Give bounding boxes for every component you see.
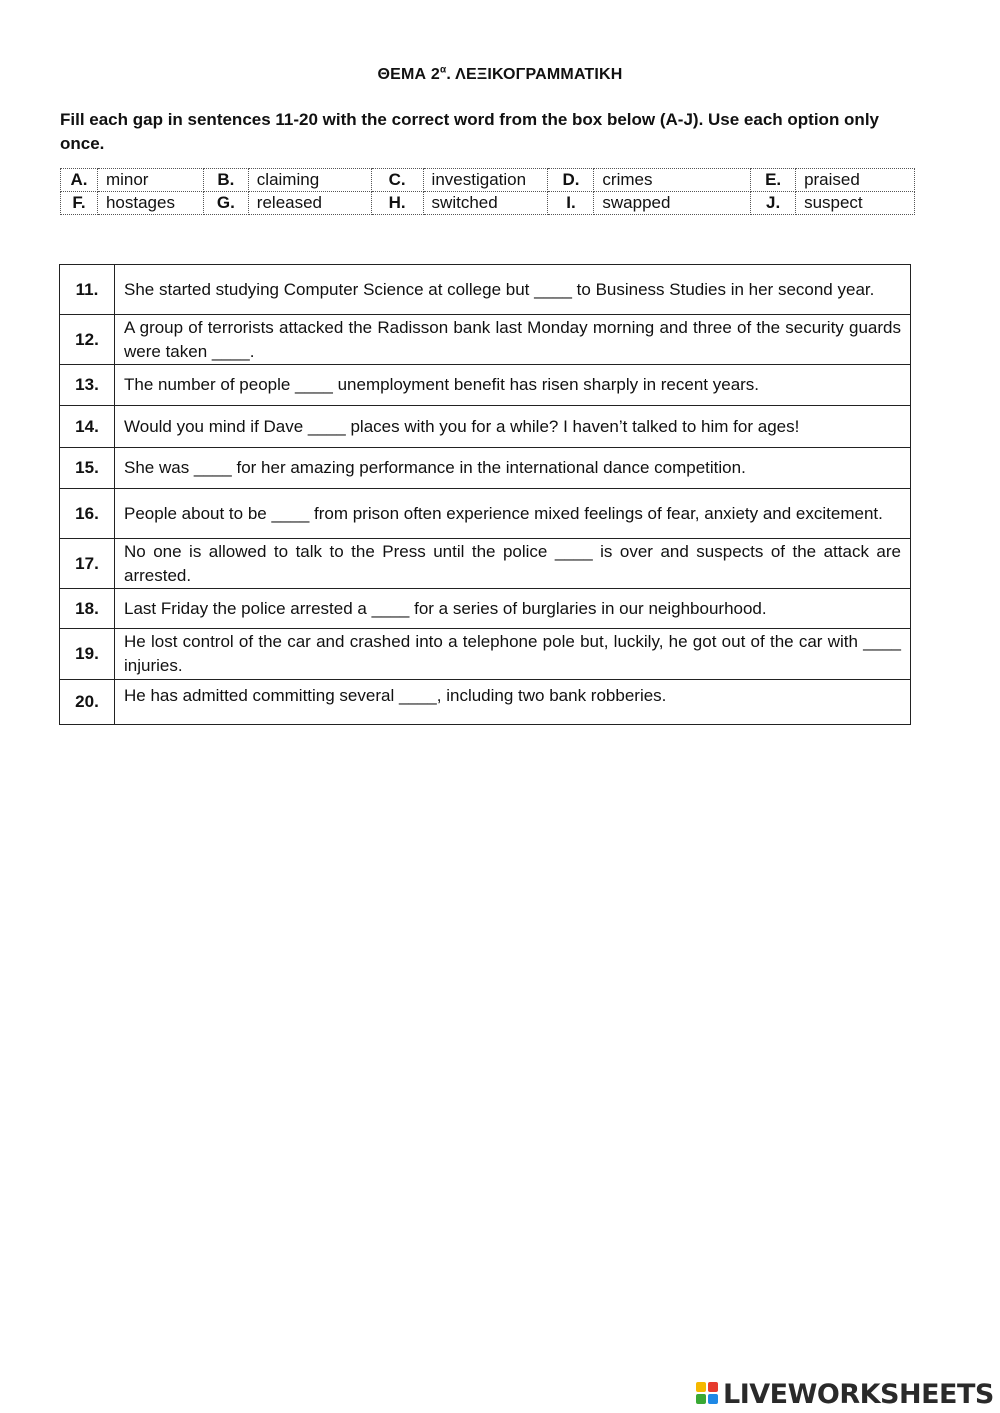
option-letter: E. <box>751 169 796 192</box>
sentence-number: 18. <box>60 589 115 629</box>
option-word: released <box>248 192 371 215</box>
option-letter: G. <box>203 192 248 215</box>
option-letter: C. <box>371 169 423 192</box>
sentence-number: 20. <box>60 680 115 725</box>
sentence-row <box>60 265 911 315</box>
word-bank-row <box>61 192 915 215</box>
sentence-text: People about to be ____ from prison often experience mixed feelings of fear, anxiety and excitement. <box>115 489 911 539</box>
word-bank-row <box>61 169 915 192</box>
option-word: praised <box>796 169 915 192</box>
option-word: hostages <box>97 192 203 215</box>
word-bank <box>60 168 915 215</box>
sentence-row <box>60 680 911 725</box>
sentence-row <box>60 589 911 629</box>
sentences-table <box>59 264 911 725</box>
sentence-text: He lost control of the car and crashed into a telephone pole but, luckily, he got out of the car with ____ injuries. <box>115 629 911 680</box>
sentence-row <box>60 315 911 365</box>
option-letter: H. <box>371 192 423 215</box>
sentence-number: 14. <box>60 406 115 448</box>
option-word: investigation <box>423 169 548 192</box>
worksheet-title <box>0 66 1000 84</box>
sentence-number: 17. <box>60 539 115 589</box>
option-letter: D. <box>548 169 594 192</box>
logo-text: LIVEWORKSHEETS <box>723 1378 994 1410</box>
title-superscript: α <box>440 64 447 76</box>
option-word: minor <box>97 169 203 192</box>
title-prefix: ΘΕΜΑ 2 <box>377 66 441 83</box>
sentence-text: A group of terrorists attacked the Radisson bank last Monday morning and three of the security guards were taken ____. <box>115 315 911 365</box>
option-word: suspect <box>796 192 915 215</box>
logo-grid-icon <box>696 1382 720 1406</box>
sentence-text: No one is allowed to talk to the Press until the police ____ is over and suspects of the attack are arrested. <box>115 539 911 589</box>
option-letter: I. <box>548 192 594 215</box>
sentence-text: The number of people ____ unemployment benefit has risen sharply in recent years. <box>115 365 911 406</box>
option-word: crimes <box>594 169 751 192</box>
sentence-text: He has admitted committing several ____, including two bank robberies. <box>115 680 911 725</box>
sentence-text: Would you mind if Dave ____ places with you for a while? I haven’t talked to him for ages! <box>115 406 911 448</box>
sentence-number: 19. <box>60 629 115 680</box>
sentence-text: Last Friday the police arrested a ____ for a series of burglaries in our neighbourhood. <box>115 589 911 629</box>
sentence-number: 15. <box>60 448 115 489</box>
sentence-number: 13. <box>60 365 115 406</box>
title-suffix: . ΛΕΞΙΚΟΓΡΑΜΜΑΤΙΚΗ <box>446 66 623 83</box>
option-letter: A. <box>61 169 98 192</box>
sentence-row <box>60 365 911 406</box>
sentence-row <box>60 448 911 489</box>
sentence-row <box>60 629 911 680</box>
option-word: swapped <box>594 192 751 215</box>
instructions: Fill each gap in sentences 11-20 with the correct word from the box below (A-J). Use each option only once. <box>60 110 879 153</box>
liveworksheets-logo <box>696 1378 994 1410</box>
option-letter: F. <box>61 192 98 215</box>
sentence-number: 16. <box>60 489 115 539</box>
option-word: claiming <box>248 169 371 192</box>
sentence-text: She started studying Computer Science at college but ____ to Business Studies in her second year. <box>115 265 911 315</box>
sentence-number: 11. <box>60 265 115 315</box>
sentence-row <box>60 406 911 448</box>
option-letter: B. <box>203 169 248 192</box>
sentence-number: 12. <box>60 315 115 365</box>
option-word: switched <box>423 192 548 215</box>
option-letter: J. <box>751 192 796 215</box>
sentence-row <box>60 489 911 539</box>
sentence-text: She was ____ for her amazing performance in the international dance competition. <box>115 448 911 489</box>
sentence-row <box>60 539 911 589</box>
